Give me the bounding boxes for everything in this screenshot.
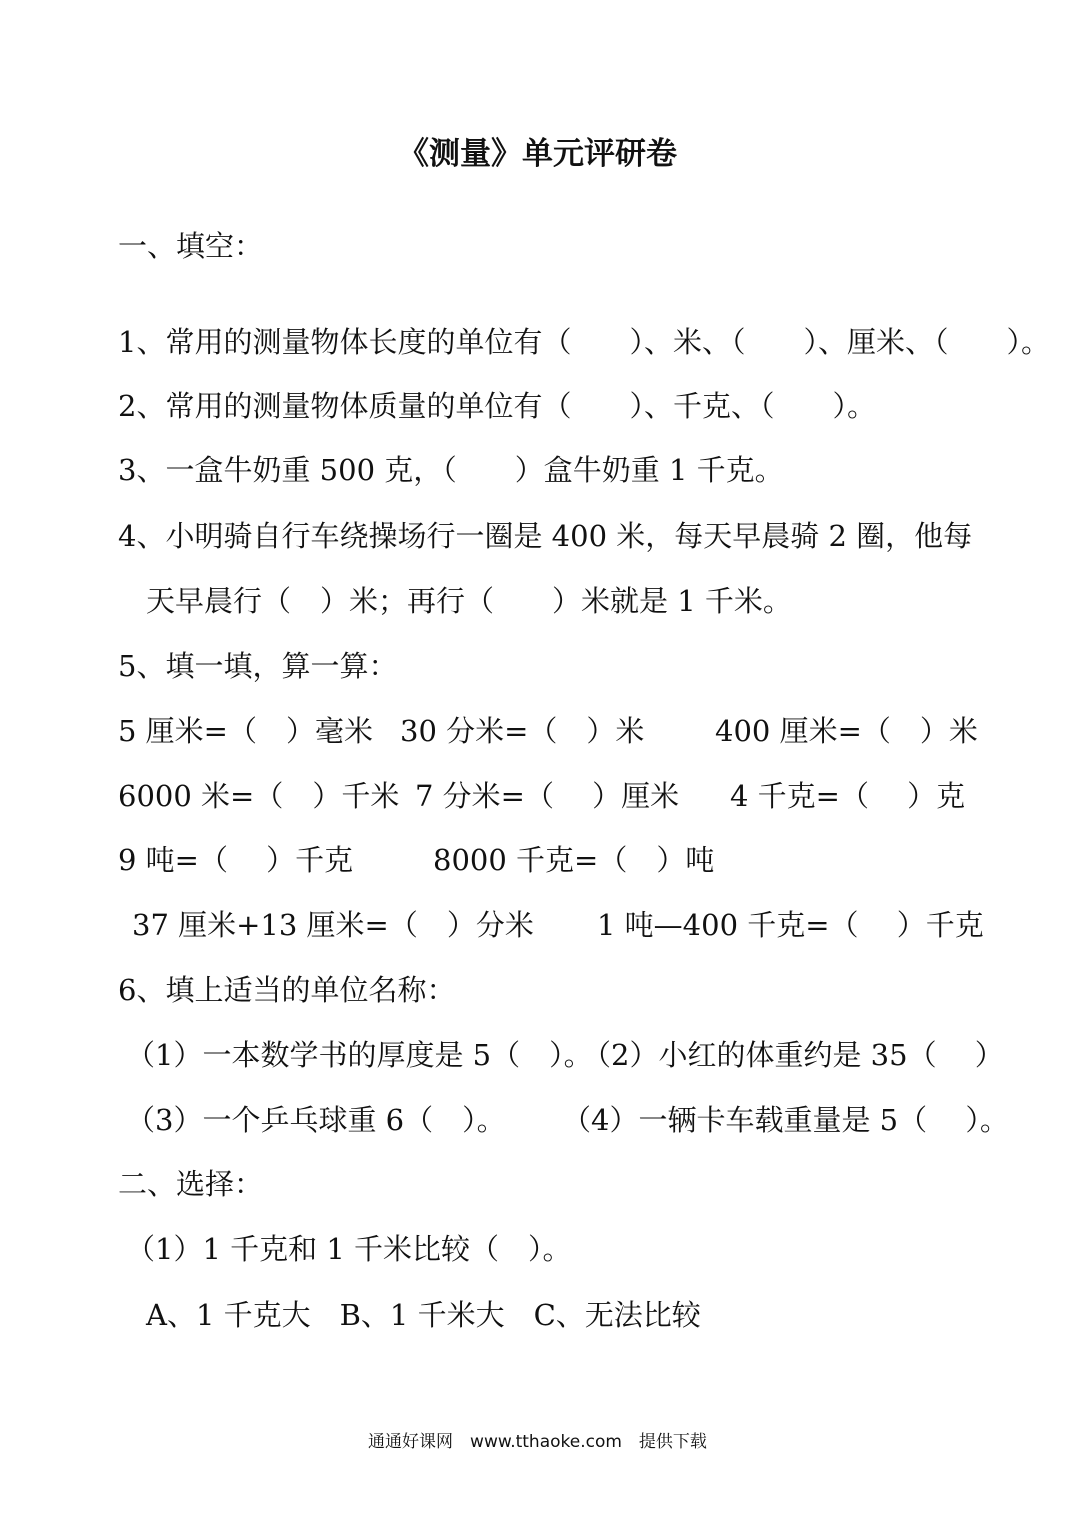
q5-row-2-item-1: 6000 米=（ ）千米	[118, 779, 400, 813]
q6-item-1: （1）一本数学书的厚度是 5（ ）。	[126, 1038, 593, 1072]
choice-question-1-options: A、1 千克大 B、1 千米大 C、无法比较	[146, 1298, 701, 1332]
question-6-heading: 6、填上适当的单位名称：	[118, 973, 456, 1007]
question-2: 2、常用的测量物体质量的单位有（ ）、千克、（ ）。	[118, 389, 876, 423]
question-3: 3、一盒牛奶重 500 克，（ ）盒牛奶重 1 千克。	[118, 453, 784, 487]
q6-item-4: （4）一辆卡车载重量是 5（ ）。	[562, 1103, 1009, 1137]
q5-row-4-item-1: 37 厘米+13 厘米=（ ）分米	[132, 908, 534, 942]
question-4-line-1: 4、小明骑自行车绕操场行一圈是 400 米，每天早晨骑 2 圈，他每	[118, 519, 973, 553]
footer-source: 通通好课网 www.tthaoke.com 提供下载	[368, 1432, 707, 1452]
q5-row-3-item-1: 9 吨=（ ）千克	[118, 843, 354, 877]
q5-row-1-item-2: 30 分米=（ ）米	[400, 714, 645, 748]
q6-item-3: （3）一个乒乓球重 6（ ）。	[126, 1103, 506, 1137]
section-heading-choice: 二、选择：	[118, 1167, 264, 1201]
question-5-heading: 5、填一填，算一算：	[118, 649, 398, 683]
page-title: 《测量》单元评研卷	[398, 136, 677, 172]
question-1: 1、常用的测量物体长度的单位有（ ）、米、（ ）、厘米、（ ）。	[118, 325, 1050, 359]
q6-item-2: （2）小红的体重约是 35（ ）	[582, 1038, 1004, 1072]
q5-row-1-item-1: 5 厘米=（ ）毫米	[118, 714, 373, 748]
choice-question-1: （1）1 千克和 1 千米比较（ ）。	[126, 1232, 572, 1266]
question-4-line-2: 天早晨行（ ）米；再行（ ）米就是 1 千米。	[146, 584, 792, 618]
q5-row-1-item-3: 400 厘米=（ ）米	[715, 714, 978, 748]
q5-row-2-item-3: 4 千克=（ ）克	[730, 779, 966, 813]
q5-row-4-item-2: 1 吨—400 千克=（ ）千克	[597, 908, 984, 942]
q5-row-2-item-2: 7 分米=（ ）厘米	[415, 779, 680, 813]
q5-row-3-item-2: 8000 千克=（ ）吨	[433, 843, 715, 877]
section-heading-fill-blank: 一、填空：	[118, 229, 264, 263]
